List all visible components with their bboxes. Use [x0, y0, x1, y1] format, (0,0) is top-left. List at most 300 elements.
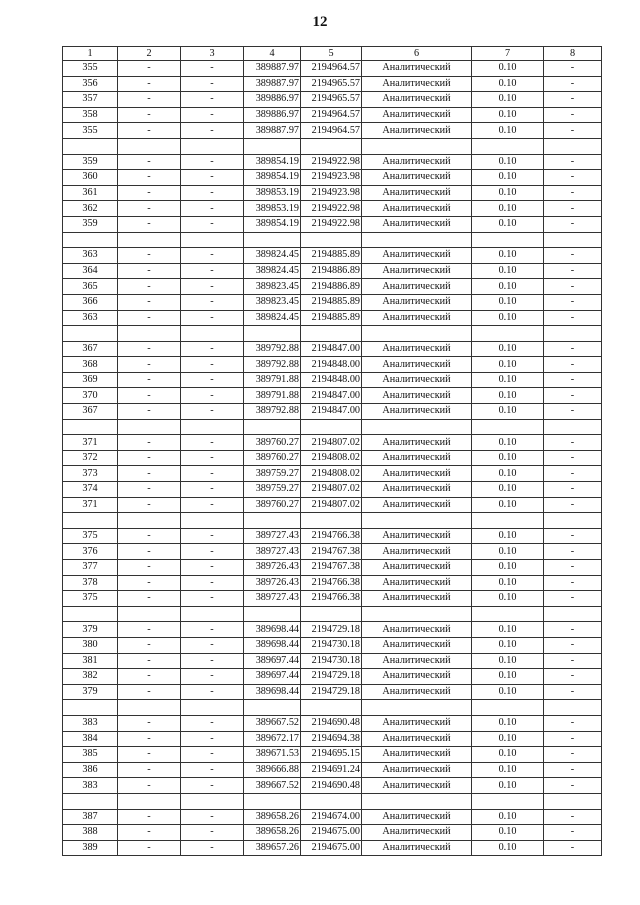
point-number-cell: 366	[63, 294, 118, 310]
method-cell: Аналитический	[362, 560, 472, 576]
x-coordinate-cell: 389666.88	[244, 762, 301, 778]
empty-cell	[63, 700, 118, 716]
col3-cell: -	[181, 357, 244, 373]
point-number-cell: 367	[63, 404, 118, 420]
empty-cell	[181, 700, 244, 716]
x-coordinate-cell: 389854.19	[244, 216, 301, 232]
accuracy-cell: 0.10	[472, 622, 544, 638]
col3-cell: -	[181, 76, 244, 92]
empty-cell	[301, 606, 362, 622]
col3-cell: -	[181, 107, 244, 123]
point-number-cell: 378	[63, 575, 118, 591]
col2-cell: -	[118, 731, 181, 747]
table-row	[63, 466, 602, 482]
method-cell: Аналитический	[362, 528, 472, 544]
col8-cell: -	[544, 357, 602, 373]
accuracy-cell: 0.10	[472, 669, 544, 685]
empty-cell	[472, 700, 544, 716]
empty-cell	[472, 232, 544, 248]
y-coordinate-cell: 2194729.18	[301, 622, 362, 638]
accuracy-cell: 0.10	[472, 560, 544, 576]
table-row	[63, 170, 602, 186]
accuracy-cell: 0.10	[472, 310, 544, 326]
col2-cell: -	[118, 201, 181, 217]
empty-cell	[63, 232, 118, 248]
empty-cell	[301, 419, 362, 435]
column-header: 3	[181, 47, 244, 61]
point-number-cell: 374	[63, 482, 118, 498]
y-coordinate-cell: 2194807.02	[301, 497, 362, 513]
point-number-cell: 385	[63, 747, 118, 763]
x-coordinate-cell: 389727.43	[244, 544, 301, 560]
y-coordinate-cell: 2194922.98	[301, 154, 362, 170]
col8-cell: -	[544, 248, 602, 264]
col2-cell: -	[118, 107, 181, 123]
method-cell: Аналитический	[362, 575, 472, 591]
col2-cell: -	[118, 154, 181, 170]
accuracy-cell: 0.10	[472, 279, 544, 295]
col2-cell: -	[118, 684, 181, 700]
y-coordinate-cell: 2194923.98	[301, 170, 362, 186]
point-number-cell: 356	[63, 76, 118, 92]
table-row	[63, 341, 602, 357]
table-row	[63, 637, 602, 653]
col2-cell: -	[118, 715, 181, 731]
col8-cell: -	[544, 809, 602, 825]
col8-cell: -	[544, 747, 602, 763]
col8-cell: -	[544, 263, 602, 279]
y-coordinate-cell: 2194847.00	[301, 404, 362, 420]
accuracy-cell: 0.10	[472, 341, 544, 357]
point-number-cell: 360	[63, 170, 118, 186]
col2-cell: -	[118, 61, 181, 77]
point-number-cell: 375	[63, 591, 118, 607]
accuracy-cell: 0.10	[472, 92, 544, 108]
x-coordinate-cell: 389887.97	[244, 123, 301, 139]
col3-cell: -	[181, 450, 244, 466]
point-number-cell: 363	[63, 310, 118, 326]
method-cell: Аналитический	[362, 622, 472, 638]
accuracy-cell: 0.10	[472, 61, 544, 77]
method-cell: Аналитический	[362, 653, 472, 669]
accuracy-cell: 0.10	[472, 123, 544, 139]
empty-cell	[244, 326, 301, 342]
y-coordinate-cell: 2194691.24	[301, 762, 362, 778]
empty-cell	[118, 793, 181, 809]
table-row	[63, 216, 602, 232]
x-coordinate-cell: 389823.45	[244, 294, 301, 310]
col3-cell: -	[181, 778, 244, 794]
table-row	[63, 279, 602, 295]
empty-cell	[63, 513, 118, 529]
method-cell: Аналитический	[362, 637, 472, 653]
point-number-cell: 359	[63, 154, 118, 170]
col2-cell: -	[118, 388, 181, 404]
x-coordinate-cell: 389853.19	[244, 185, 301, 201]
col3-cell: -	[181, 279, 244, 295]
x-coordinate-cell: 389759.27	[244, 482, 301, 498]
accuracy-cell: 0.10	[472, 637, 544, 653]
table-row	[63, 762, 602, 778]
table-row	[63, 310, 602, 326]
point-number-cell: 357	[63, 92, 118, 108]
point-number-cell: 369	[63, 372, 118, 388]
empty-cell	[472, 138, 544, 154]
col3-cell: -	[181, 591, 244, 607]
point-number-cell: 388	[63, 825, 118, 841]
spacer-row	[63, 700, 602, 716]
method-cell: Аналитический	[362, 466, 472, 482]
point-number-cell: 358	[63, 107, 118, 123]
col3-cell: -	[181, 544, 244, 560]
empty-cell	[362, 793, 472, 809]
col2-cell: -	[118, 404, 181, 420]
col8-cell: -	[544, 61, 602, 77]
col2-cell: -	[118, 637, 181, 653]
col2-cell: -	[118, 591, 181, 607]
col3-cell: -	[181, 404, 244, 420]
y-coordinate-cell: 2194767.38	[301, 544, 362, 560]
col8-cell: -	[544, 294, 602, 310]
accuracy-cell: 0.10	[472, 715, 544, 731]
col2-cell: -	[118, 653, 181, 669]
table-row	[63, 560, 602, 576]
empty-cell	[118, 138, 181, 154]
accuracy-cell: 0.10	[472, 684, 544, 700]
accuracy-cell: 0.10	[472, 762, 544, 778]
table-row	[63, 622, 602, 638]
y-coordinate-cell: 2194694.38	[301, 731, 362, 747]
method-cell: Аналитический	[362, 497, 472, 513]
point-number-cell: 386	[63, 762, 118, 778]
col2-cell: -	[118, 294, 181, 310]
x-coordinate-cell: 389887.97	[244, 61, 301, 77]
col2-cell: -	[118, 669, 181, 685]
empty-cell	[544, 138, 602, 154]
col2-cell: -	[118, 435, 181, 451]
accuracy-cell: 0.10	[472, 497, 544, 513]
empty-cell	[118, 419, 181, 435]
empty-cell	[181, 606, 244, 622]
method-cell: Аналитический	[362, 76, 472, 92]
empty-cell	[362, 700, 472, 716]
x-coordinate-cell: 389726.43	[244, 575, 301, 591]
col2-cell: -	[118, 482, 181, 498]
col2-cell: -	[118, 466, 181, 482]
table-row	[63, 185, 602, 201]
col8-cell: -	[544, 435, 602, 451]
col8-cell: -	[544, 825, 602, 841]
column-header: 4	[244, 47, 301, 61]
col8-cell: -	[544, 482, 602, 498]
point-number-cell: 383	[63, 778, 118, 794]
accuracy-cell: 0.10	[472, 591, 544, 607]
col3-cell: -	[181, 310, 244, 326]
point-number-cell: 370	[63, 388, 118, 404]
accuracy-cell: 0.10	[472, 388, 544, 404]
col2-cell: -	[118, 92, 181, 108]
accuracy-cell: 0.10	[472, 731, 544, 747]
y-coordinate-cell: 2194730.18	[301, 653, 362, 669]
col8-cell: -	[544, 544, 602, 560]
empty-cell	[118, 700, 181, 716]
col8-cell: -	[544, 528, 602, 544]
empty-cell	[181, 232, 244, 248]
point-number-cell: 384	[63, 731, 118, 747]
point-number-cell: 379	[63, 684, 118, 700]
y-coordinate-cell: 2194923.98	[301, 185, 362, 201]
table-row	[63, 497, 602, 513]
page-number: 12	[312, 14, 328, 30]
accuracy-cell: 0.10	[472, 404, 544, 420]
col3-cell: -	[181, 61, 244, 77]
empty-cell	[244, 606, 301, 622]
col3-cell: -	[181, 185, 244, 201]
point-number-cell: 368	[63, 357, 118, 373]
spacer-row	[63, 419, 602, 435]
method-cell: Аналитический	[362, 435, 472, 451]
x-coordinate-cell: 389657.26	[244, 840, 301, 856]
col8-cell: -	[544, 622, 602, 638]
accuracy-cell: 0.10	[472, 778, 544, 794]
col3-cell: -	[181, 809, 244, 825]
x-coordinate-cell: 389854.19	[244, 154, 301, 170]
x-coordinate-cell: 389698.44	[244, 637, 301, 653]
x-coordinate-cell: 389792.88	[244, 357, 301, 373]
y-coordinate-cell: 2194964.57	[301, 107, 362, 123]
col8-cell: -	[544, 778, 602, 794]
table-row	[63, 778, 602, 794]
col8-cell: -	[544, 404, 602, 420]
y-coordinate-cell: 2194808.02	[301, 450, 362, 466]
empty-cell	[472, 793, 544, 809]
col2-cell: -	[118, 185, 181, 201]
x-coordinate-cell: 389791.88	[244, 372, 301, 388]
x-coordinate-cell: 389667.52	[244, 715, 301, 731]
empty-cell	[472, 513, 544, 529]
accuracy-cell: 0.10	[472, 154, 544, 170]
empty-cell	[301, 138, 362, 154]
table-row	[63, 747, 602, 763]
table-row	[63, 201, 602, 217]
y-coordinate-cell: 2194729.18	[301, 669, 362, 685]
empty-cell	[244, 232, 301, 248]
spacer-row	[63, 232, 602, 248]
col8-cell: -	[544, 715, 602, 731]
table-row	[63, 357, 602, 373]
point-number-cell: 381	[63, 653, 118, 669]
point-number-cell: 364	[63, 263, 118, 279]
table-row	[63, 154, 602, 170]
method-cell: Аналитический	[362, 61, 472, 77]
col2-cell: -	[118, 450, 181, 466]
x-coordinate-cell: 389792.88	[244, 404, 301, 420]
x-coordinate-cell: 389698.44	[244, 622, 301, 638]
y-coordinate-cell: 2194885.89	[301, 248, 362, 264]
empty-cell	[181, 419, 244, 435]
point-number-cell: 373	[63, 466, 118, 482]
y-coordinate-cell: 2194964.57	[301, 123, 362, 139]
table-row	[63, 809, 602, 825]
empty-cell	[362, 606, 472, 622]
x-coordinate-cell: 389671.53	[244, 747, 301, 763]
y-coordinate-cell: 2194965.57	[301, 76, 362, 92]
x-coordinate-cell: 389726.43	[244, 560, 301, 576]
x-coordinate-cell: 389853.19	[244, 201, 301, 217]
x-coordinate-cell: 389886.97	[244, 92, 301, 108]
method-cell: Аналитический	[362, 123, 472, 139]
empty-cell	[181, 138, 244, 154]
empty-cell	[472, 419, 544, 435]
accuracy-cell: 0.10	[472, 825, 544, 841]
column-header: 7	[472, 47, 544, 61]
col3-cell: -	[181, 840, 244, 856]
y-coordinate-cell: 2194848.00	[301, 357, 362, 373]
table-row	[63, 825, 602, 841]
accuracy-cell: 0.10	[472, 294, 544, 310]
empty-cell	[301, 232, 362, 248]
col8-cell: -	[544, 731, 602, 747]
empty-cell	[181, 513, 244, 529]
table-row	[63, 591, 602, 607]
col8-cell: -	[544, 497, 602, 513]
empty-cell	[63, 793, 118, 809]
spacer-row	[63, 513, 602, 529]
col8-cell: -	[544, 185, 602, 201]
x-coordinate-cell: 389672.17	[244, 731, 301, 747]
accuracy-cell: 0.10	[472, 575, 544, 591]
method-cell: Аналитический	[362, 294, 472, 310]
y-coordinate-cell: 2194922.98	[301, 216, 362, 232]
empty-cell	[544, 513, 602, 529]
col3-cell: -	[181, 560, 244, 576]
x-coordinate-cell: 389886.97	[244, 107, 301, 123]
method-cell: Аналитический	[362, 715, 472, 731]
col3-cell: -	[181, 669, 244, 685]
column-header: 2	[118, 47, 181, 61]
col8-cell: -	[544, 653, 602, 669]
accuracy-cell: 0.10	[472, 450, 544, 466]
col8-cell: -	[544, 762, 602, 778]
accuracy-cell: 0.10	[472, 263, 544, 279]
col2-cell: -	[118, 809, 181, 825]
col2-cell: -	[118, 560, 181, 576]
col2-cell: -	[118, 310, 181, 326]
col8-cell: -	[544, 154, 602, 170]
method-cell: Аналитический	[362, 778, 472, 794]
method-cell: Аналитический	[362, 185, 472, 201]
col3-cell: -	[181, 637, 244, 653]
coordinates-table	[62, 46, 602, 856]
accuracy-cell: 0.10	[472, 372, 544, 388]
method-cell: Аналитический	[362, 201, 472, 217]
spacer-row	[63, 606, 602, 622]
col8-cell: -	[544, 591, 602, 607]
x-coordinate-cell: 389887.97	[244, 76, 301, 92]
accuracy-cell: 0.10	[472, 76, 544, 92]
col2-cell: -	[118, 372, 181, 388]
col3-cell: -	[181, 731, 244, 747]
table-row	[63, 528, 602, 544]
table-row	[63, 482, 602, 498]
point-number-cell: 377	[63, 560, 118, 576]
point-number-cell: 389	[63, 840, 118, 856]
empty-cell	[544, 606, 602, 622]
empty-cell	[301, 793, 362, 809]
col3-cell: -	[181, 341, 244, 357]
empty-cell	[181, 793, 244, 809]
table-header-row	[63, 47, 602, 61]
column-header: 1	[63, 47, 118, 61]
method-cell: Аналитический	[362, 731, 472, 747]
method-cell: Аналитический	[362, 372, 472, 388]
empty-cell	[118, 606, 181, 622]
y-coordinate-cell: 2194674.00	[301, 809, 362, 825]
empty-cell	[544, 232, 602, 248]
point-number-cell: 382	[63, 669, 118, 685]
col3-cell: -	[181, 575, 244, 591]
col2-cell: -	[118, 622, 181, 638]
x-coordinate-cell: 389760.27	[244, 450, 301, 466]
method-cell: Аналитический	[362, 248, 472, 264]
empty-cell	[362, 513, 472, 529]
table-row	[63, 435, 602, 451]
empty-cell	[544, 793, 602, 809]
y-coordinate-cell: 2194675.00	[301, 840, 362, 856]
y-coordinate-cell: 2194807.02	[301, 482, 362, 498]
method-cell: Аналитический	[362, 341, 472, 357]
y-coordinate-cell: 2194922.98	[301, 201, 362, 217]
y-coordinate-cell: 2194847.00	[301, 341, 362, 357]
col3-cell: -	[181, 762, 244, 778]
empty-cell	[544, 419, 602, 435]
x-coordinate-cell: 389824.45	[244, 263, 301, 279]
table-row	[63, 92, 602, 108]
point-number-cell: 355	[63, 123, 118, 139]
table-row	[63, 248, 602, 264]
empty-cell	[244, 513, 301, 529]
empty-cell	[63, 419, 118, 435]
empty-cell	[118, 326, 181, 342]
col2-cell: -	[118, 762, 181, 778]
accuracy-cell: 0.10	[472, 544, 544, 560]
point-number-cell: 361	[63, 185, 118, 201]
x-coordinate-cell: 389760.27	[244, 435, 301, 451]
empty-cell	[301, 700, 362, 716]
point-number-cell: 376	[63, 544, 118, 560]
col3-cell: -	[181, 528, 244, 544]
col8-cell: -	[544, 450, 602, 466]
col2-cell: -	[118, 279, 181, 295]
x-coordinate-cell: 389658.26	[244, 825, 301, 841]
y-coordinate-cell: 2194885.89	[301, 310, 362, 326]
accuracy-cell: 0.10	[472, 747, 544, 763]
col8-cell: -	[544, 669, 602, 685]
column-header: 6	[362, 47, 472, 61]
empty-cell	[63, 326, 118, 342]
col3-cell: -	[181, 435, 244, 451]
accuracy-cell: 0.10	[472, 216, 544, 232]
table-row	[63, 61, 602, 77]
spacer-row	[63, 138, 602, 154]
empty-cell	[118, 232, 181, 248]
col8-cell: -	[544, 637, 602, 653]
y-coordinate-cell: 2194886.89	[301, 279, 362, 295]
table-row	[63, 107, 602, 123]
col8-cell: -	[544, 201, 602, 217]
col2-cell: -	[118, 575, 181, 591]
y-coordinate-cell: 2194695.15	[301, 747, 362, 763]
